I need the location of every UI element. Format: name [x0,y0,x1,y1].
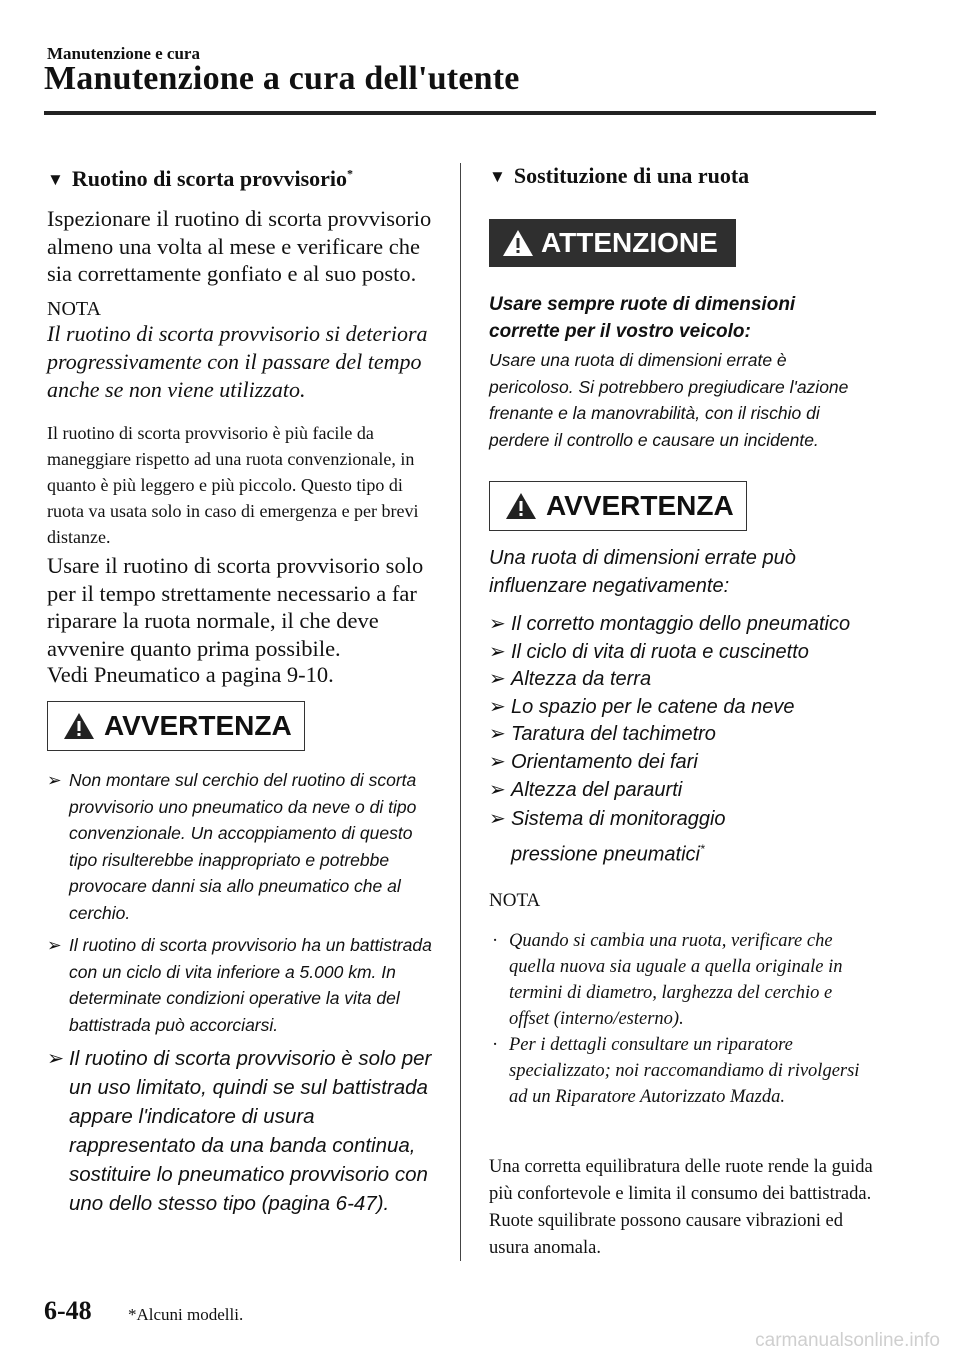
list-item: ➢ Altezza da terra [489,666,869,694]
left-nota-label: NOTA [47,298,101,320]
left-para-2: Usare il ruotino di scorta provvisorio solo per il tempo strettamente necessario a far riparare la ruota normale, il che deve avvenire quanto prima possibile. [47,553,424,661]
list-item: ➢ Altezza del paraurti [489,777,869,805]
left-para-1: Il ruotino di scorta provvisorio è più facile da maneggiare rispetto ad una ruota convenzionale, in quanto è più leggero e più piccolo. Questo tipo di ruota va usata solo in caso di emergenza e per brevi distanze. [47,423,419,547]
caution-title: Usare sempre ruote di dimensioni corrette per il vostro veicolo: [489,294,796,342]
list-item: ➢ Il ruotino di scorta provvisorio ha un battistrada con un ciclo di vita inferiore a 5.000 km. In determinate condizioni operative la vita del battistrada può accorciarsi. [47,932,432,1038]
arrow-icon: ➢ [489,668,506,691]
caution-text: Usare una ruota di dimensioni errate è pericoloso. Si potrebbero pregiudicare l'azione frenante e la manovrabilità, con il rischio di perdere il controllo e causare un incidente. [489,350,849,450]
caution-badge [489,219,736,267]
list-item: ➢ Il ruotino di scorta provvisorio è solo per un uso limitato, quindi se sul battistrada appare l'indicatore di usura rappresentato da una banda continua, sostituire lo pneumatico provvisorio con uno dello stesso tipo (pagina 6-47). [47,1044,432,1218]
header-rule [44,111,876,115]
warning-icon [62,711,96,741]
left-nota-text: Il ruotino di scorta provvisorio si deteriora progressivamente con il passare del tempo anche se non viene utilizzato. [47,321,428,402]
arrow-icon: ➢ [47,770,62,790]
footnote: *Alcuni modelli. [128,1305,244,1324]
column-divider [460,163,461,1261]
nota-list [489,928,874,1110]
left-warning-list [47,767,432,1218]
arrow-icon: ➢ [489,750,506,773]
footnote-mark: * [700,842,705,857]
arrow-icon: ➢ [489,640,506,663]
warning-icon [504,491,538,521]
section-label: Manutenzione e cura [47,44,200,63]
list-item: ➢ Lo spazio per le catene da neve [489,694,869,722]
footnote-mark: * [347,166,354,181]
arrow-icon: ➢ [489,778,506,801]
watermark: carmanualsonline.info [755,1330,940,1351]
list-item: ➢ Taratura del tachimetro [489,721,869,749]
right-section-heading: ▼ Sostituzione di una ruota [489,163,750,188]
bullet-icon: · [492,931,499,951]
chapter-title: Manutenzione a cura dell'utente [44,60,520,97]
arrow-icon: ➢ [47,1047,65,1070]
arrow-icon: ➢ [489,723,506,746]
list-item: ➢ Non montare sul cerchio del ruotino di scorta provvisorio uno pneumatico da neve o di tipo convenzionale. Un accoppiamento di questo tipo risulterebbe inappropriato e potrebbe provocare danni sia allo pneumatico che al cerchio. [47,767,432,926]
right-warning-badge [489,481,747,531]
caution-label: ATTENZIONE [541,227,718,258]
warning-intro: Una ruota di dimensioni errate può influenzare negativamente: [489,547,796,597]
list-item: ➢ Il ciclo di vita di ruota e cuscinetto [489,639,869,667]
left-section-heading: ▼ Ruotino di scorta provvisorio* [47,166,354,191]
arrow-icon: ➢ [489,613,506,635]
page-number: 6-48 [44,1296,92,1325]
warning-label: AVVERTENZA [546,490,734,521]
list-item: · Per i dettagli consultare un riparatore specializzato; noi raccomandiamo di rivolgersi ad un Riparatore Autorizzato Mazda. [489,1032,874,1110]
list-item: ➢ Il corretto montaggio dello pneumatico [489,611,869,639]
arrow-icon: ➢ [489,695,506,718]
left-para-3: Vedi Pneumatico a pagina 9-10. [47,662,334,687]
triangle-down-icon: ▼ [489,167,506,186]
right-nota-label: NOTA [489,890,541,911]
left-intro: Ispezionare il ruotino di scorta provvisorio almeno una volta al mese e verificare che sia correttamente gonfiato e al suo posto. [47,206,432,286]
triangle-down-icon: ▼ [47,170,64,189]
arrow-icon: ➢ [47,935,62,955]
closing-paragraph: Una corretta equilibratura delle ruote rende la guida più confortevole e limita il consumo dei battistrada. Ruote squilibrate possono causare vibrazioni ed usura anomala. [489,1157,873,1258]
list-item: · Quando si cambia una ruota, verificare che quella nuova sia uguale a quella originale in termini di diametro, larghezza del cerchio e offset (interno/esterno). [489,928,874,1032]
bullet-icon: · [492,1035,499,1055]
arrow-icon: ➢ [489,808,506,831]
list-item: ➢ Sistema di monitoraggio pressione pneumatici* [489,804,811,870]
left-warning-badge [47,701,305,751]
list-item: ➢ Orientamento dei fari [489,749,869,777]
effects-list [489,611,869,870]
warning-label: AVVERTENZA [104,710,292,741]
warning-icon [501,228,535,258]
